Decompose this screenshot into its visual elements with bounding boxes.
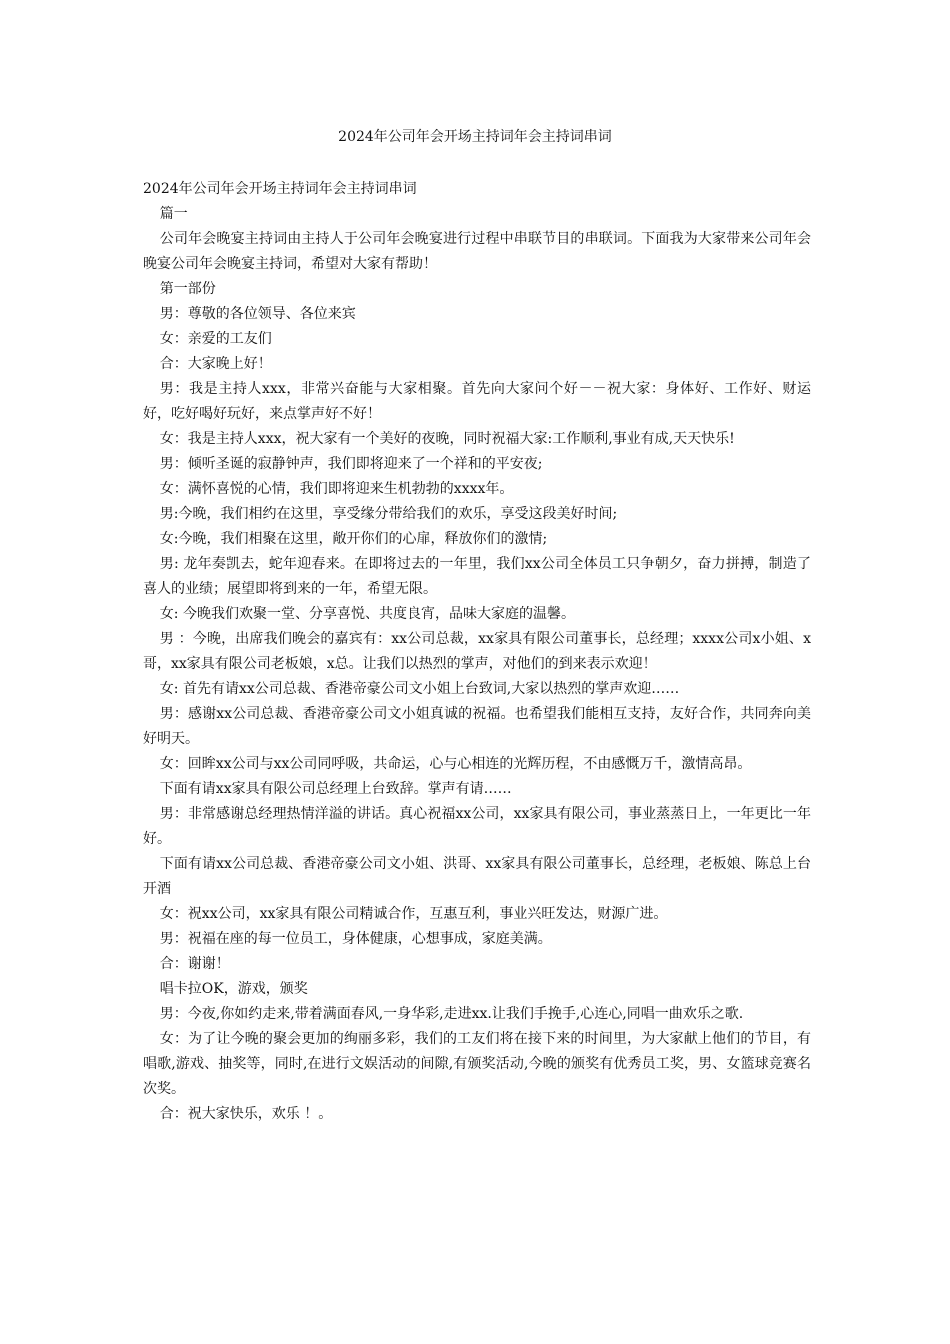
paragraph: 女: 首先有请xx公司总裁、香港帝豪公司文小姐上台致词,大家以热烈的掌声欢迎…… <box>159 681 680 697</box>
paragraph: 男:今晚，我们相约在这里，享受缘分带给我们的欢乐，享受这段美好时间; <box>159 506 618 522</box>
paragraph: 女：亲爱的工友们 <box>159 331 272 347</box>
paragraph: 女：满怀喜悦的心情，我们即将迎来生机勃勃的xxxx年。 <box>159 481 514 497</box>
paragraph: 男：非常感谢总经理热情洋溢的讲话。真心祝福xx公司，xx家具有限公司，事业蒸蒸日上，一年更比一年好。 <box>143 806 811 847</box>
paragraph: 男：尊敬的各位领导、各位来宾 <box>159 306 356 322</box>
paragraph: 男：我是主持人xxx，非常兴奋能与大家相聚。首先向大家问个好－－祝大家：身体好、工作好、财运好，吃好喝好玩好，来点掌声好不好！ <box>143 381 811 422</box>
paragraph: 篇一 <box>159 206 188 222</box>
paragraph: 女：为了让今晚的聚会更加的绚丽多彩，我们的工友们将在接下来的时间里，为大家献上他们的节目，有唱歌,游戏、抽奖等，同时,在进行文娱活动的间隙,有颁奖活动,今晚的颁奖有优秀员工奖，男、女篮球竞赛名次奖。 <box>143 1031 811 1097</box>
paragraph: 男: 龙年奏凯去，蛇年迎春来。在即将过去的一年里，我们xx公司全体员工只争朝夕，奋力拼搏，制造了喜人的业绩；展望即将到来的一年，希望无限。 <box>143 556 811 597</box>
paragraph: 男：今夜,你如约走来,带着满面春风,一身华彩,走进xx.让我们手挽手,心连心,同唱一曲欢乐之歌. <box>159 1006 744 1022</box>
document-subtitle: 2024年公司年会开场主持词年会主持词串词 <box>143 181 417 197</box>
paragraph: 女：回眸xx公司与xx公司同呼吸，共命运，心与心相连的光辉历程，不由感慨万千，激情高昂。 <box>159 756 752 772</box>
paragraph: 下面有请xx公司总裁、香港帝豪公司文小姐、洪哥、xx家具有限公司董事长，总经理，老板娘、陈总上台开酒 <box>143 856 811 897</box>
paragraph: 男：倾听圣诞的寂静钟声，我们即将迎来了一个祥和的平安夜; <box>159 456 543 472</box>
paragraph: 合：谢谢！ <box>159 956 230 972</box>
document-title: 2024年公司年会开场主持词年会主持词串词 <box>338 129 612 145</box>
paragraph: 男：感谢xx公司总裁、香港帝豪公司文小姐真诚的祝福。也希望我们能相互支持，友好合作，共同奔向美好明天。 <box>143 706 811 747</box>
paragraph: 女: 今晚我们欢聚一堂、分享喜悦、共度良宵，品味大家庭的温馨。 <box>159 606 575 622</box>
paragraph: 合：祝大家快乐，欢乐 ！。 <box>159 1106 333 1122</box>
paragraph: 合：大家晚上好！ <box>159 356 272 372</box>
paragraph: 下面有请xx家具有限公司总经理上台致辞。掌声有请…… <box>159 781 512 797</box>
document-body <box>143 177 811 1127</box>
paragraph: 第一部份 <box>159 281 216 297</box>
paragraph: 公司年会晚宴主持词由主持人于公司年会晚宴进行过程中串联节目的串联词。下面我为大家带来公司年会晚宴公司年会晚宴主持词，希望对大家有帮助！ <box>143 231 811 272</box>
paragraph: 女：我是主持人xxx，祝大家有一个美好的夜晚，同时祝福大家:工作顺利,事业有成,天天快乐! <box>159 431 735 447</box>
paragraph: 唱卡拉OK，游戏，颁奖 <box>159 981 308 997</box>
paragraph: 女：祝xx公司，xx家具有限公司精诚合作，互惠互利，事业兴旺发达，财源广进。 <box>159 906 668 922</box>
paragraph: 男：祝福在座的每一位员工，身体健康，心想事成，家庭美满。 <box>159 931 552 947</box>
paragraph: 女:今晚，我们相聚在这里，敞开你们的心扉，释放你们的激情; <box>159 531 548 547</box>
paragraph: 男 ：今晚，出席我们晚会的嘉宾有：xx公司总裁，xx家具有限公司董事长，总经理；xxxx公司x小姐、x哥，xx家具有限公司老板娘，x总。让我们以热烈的掌声，对他们的到来表示欢迎！ <box>143 631 811 672</box>
